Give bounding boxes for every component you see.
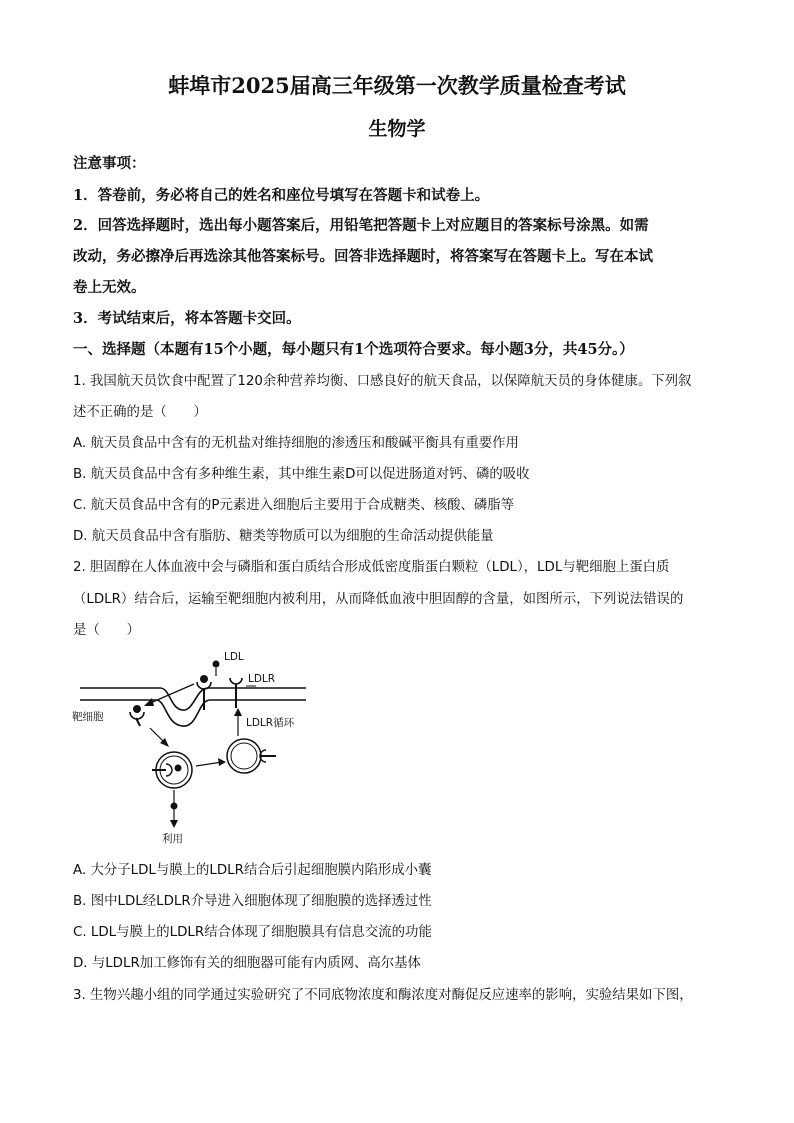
exam-title: 蚌埠市2025届高三年级第一次教学质量检查考试 [168,73,626,98]
q1-stem-line-1: 1. 我国航天员饮食中配置了120余种营养均衡、口感良好的航天食品，以保障航天员的身体健康。下列叙 [73,374,692,389]
notes-heading: 注意事项： [73,155,146,172]
note-item-2-cont: 改动，务必擦净后再选涂其他答案标号。回答非选择题时，将答案写在答题卡上。写在本试 [73,248,653,265]
q2-stem-line-3: 是（ ） [73,623,140,638]
ldl-particle [213,661,220,668]
q3-stem-line-1: 3. 生物兴趣小组的同学通过实验研究了不同底物浓度和酶浓度对酶促反应速率的影响，实验结果如下图， [73,988,693,1003]
use-label: 利用 [162,833,183,845]
note-item-2: 2．回答选择题时，选出每小题答案后，用铅笔把答题卡上对应题目的答案标号涂黑。如需 [73,217,649,234]
q1-option-d: D. 航天员食品中含有脂肪、糖类等物质可以为细胞的生命活动提供能量 [73,529,494,544]
ldl-label: LDL [224,651,244,663]
q2-stem-line-2: （LDLR）结合后，运输至靶细胞内被利用，从而降低血液中胆固醇的含量，如图所示，下列说法错误的 [73,592,684,607]
q1-stem-line-2: 述不正确的是（ ） [73,405,207,420]
membrane-outer-line [80,688,306,710]
ldlr-recycle-label: LDLR循环 [246,717,295,729]
q2-option-c: C. LDL与膜上的LDLR结合体现了细胞膜具有信息交流的功能 [73,925,432,940]
note-item-2-end: 卷上无效。 [73,279,146,296]
section-heading: 一、选择题（本题有15个小题，每小题只有1个选项符合要求。每小题3分，共45分。） [73,341,634,358]
note-item-1: 1．答卷前，务必将自己的姓名和座位号填写在答题卡和试卷上。 [73,187,490,204]
q2-option-b: B. 图中LDL经LDLR介导进入细胞体现了细胞膜的选择透过性 [73,894,432,909]
ldlr-label: LDLR [248,673,276,685]
note-item-3: 3．考试结束后，将本答题卡交回。 [73,310,301,327]
target-cell-label: 靶细胞 [72,711,104,723]
q2-stem-line-1: 2. 胆固醇在人体血液中会与磷脂和蛋白质结合形成低密度脂蛋白颗粒（LDL），LDL与靶细胞上蛋白质 [73,560,670,575]
q1-option-c: C. 航天员食品中含有的P元素进入细胞后主要用于合成糖类、核酸、磷脂等 [73,498,515,513]
q1-option-a: A. 航天员食品中含有的无机盐对维持细胞的渗透压和酸碱平衡具有重要作用 [73,436,519,451]
ldl-endocytosis-diagram [70,648,320,848]
q1-option-b: B. 航天员食品中含有多种维生素，其中维生素D可以促进肠道对钙、磷的吸收 [73,467,530,482]
recycling-vesicle [227,739,261,773]
subject-title: 生物学 [368,118,426,140]
q2-option-d: D. 与LDLR加工修饰有关的细胞器可能有内质网、高尔基体 [73,956,421,971]
q2-option-a: A. 大分子LDL与膜上的LDLR结合后引起细胞膜内陷形成小囊 [73,863,432,878]
